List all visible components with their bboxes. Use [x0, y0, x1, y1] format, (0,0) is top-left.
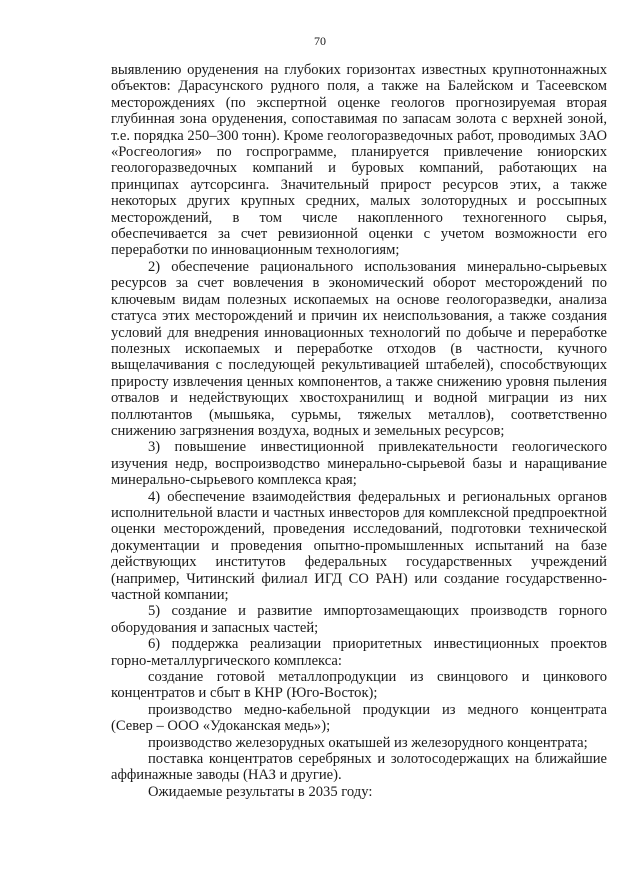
paragraph-item-4-interaction: 4) обеспечение взаимодействия федеральных и региональных органов исполнительной власти и частных инвесторов для комплексной предпроектной оценки месторождений, проведения исследований, подготовки технической документации и проведения опытно-промышленных испытаний на базе действующих институтов федеральных государственных учреждений (например, Читинский филиал ИГД СО РАН) или создание государственно-частной компании; — [111, 488, 607, 603]
paragraph-project-lead-zinc: создание готовой металлопродукции из свинцового и цинкового концентратов и сбыт в КНР (Юго-Восток); — [111, 669, 607, 702]
paragraph-item-5-import-substitution: 5) создание и развитие импортозамещающих производств горного оборудования и запасных частей; — [111, 603, 607, 636]
paragraph-item-3-investment-attractiveness: 3) повышение инвестиционной привлекательности геологического изучения недр, воспроизводство минерально-сырьевой базы и наращивание минерально-сырьевого комплекса края; — [111, 439, 607, 489]
page-number: 70 — [314, 34, 326, 48]
document-body — [111, 62, 607, 800]
paragraph-expected-results: Ожидаемые результаты в 2035 году: — [148, 783, 373, 800]
paragraph-project-copper-cable: производство медно-кабельной продукции из медного концентрата (Север – ООО «Удоканская медь»); — [111, 701, 607, 735]
paragraph-gold-reserves-continuation: выявлению оруденения на глубоких горизонтах известных крупнотоннажных объектов: Дарасунского рудного поля, а также на Балейском и Тасеевском месторождениях (по экспертной оценке геологов прогнозируемая вторая глубинная зона оруденения, сопоставимая по запасам золота с верхней зоной, т.е. порядка 250–300 тонн). Кроме геологоразведочных работ, проводимых ЗАО «Росгеология» по госпрограмме, планируется привлечение юниорских геологоразведочных компаний и буровых компаний, работающих на принципах аутсорсинга. Значительный прирост ресурсов этих, а также некоторых других крупных средних, малых золоторудных и россыпных месторождений, в том числе накопленного техногенного сырья, обеспечивается за счет ревизионной оценки с учетом возможности его переработки по инновационным технологиям; — [111, 62, 607, 259]
paragraph-project-iron-pellets: производство железорудных окатышей из железорудного концентрата; — [148, 734, 588, 751]
paragraph-project-concentrates-supply: поставка концентратов серебряных и золотосодержащих на ближайшие аффинажные заводы (НАЗ и другие). — [111, 751, 607, 784]
paragraph-item-6-priority-projects: 6) поддержка реализации приоритетных инвестиционных проектов горно-металлургического комплекса: — [111, 636, 607, 669]
paragraph-item-2-rational-use: 2) обеспечение рационального использования минерально-сырьевых ресурсов за счет вовлечения в экономический оборот месторождений по ключевым видам полезных ископаемых на основе геологоразведки, анализа статуса этих месторождений и причин их неиспользования, а также создания условий для внедрения инновационных технологий по добыче и переработке полезных ископаемых и переработке отходов (в частности, кучного выщелачивания с последующей рекультивацией штабелей), способствующих приросту извлечения ценных компонентов, а также снижению уровня пыления отвалов и недействующих хвостохранилищ и водной миграции из них поллютантов (мышьяка, сурьмы, тяжелых металлов), соответственно снижению загрязнения воздуха, водных и земельных ресурсов; — [111, 258, 607, 439]
